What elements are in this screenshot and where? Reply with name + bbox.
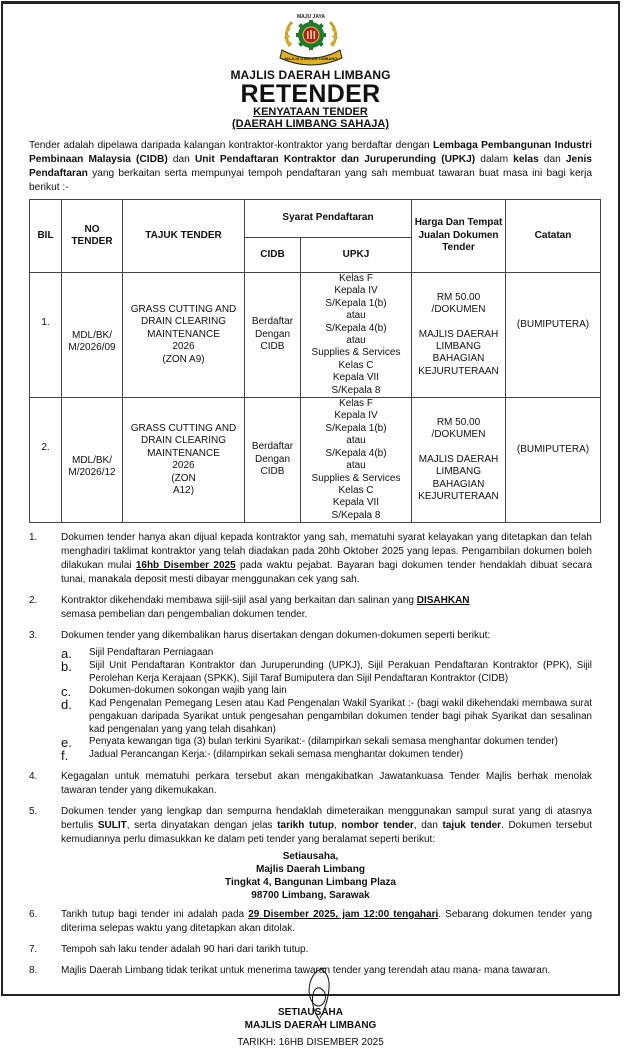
line: Kelas C (338, 359, 374, 371)
term-text (61, 805, 592, 847)
intro-bold-cidb: Lembaga Pembangunan Industri Pembinaan Malaysia (CIDB) (29, 140, 592, 165)
intro-bold-kelas: kelas (513, 154, 539, 165)
intro-text: dan (538, 154, 566, 165)
line: KEJURUTERAAN (418, 490, 499, 502)
line: RM 50.00 (436, 416, 481, 428)
line: /DOKUMEN (431, 429, 486, 441)
tender-table (29, 199, 601, 523)
term-text (61, 594, 592, 622)
term-item-5 (29, 805, 592, 847)
line: BAHAGIAN (432, 353, 485, 365)
bold-sulit: SULIT (97, 820, 127, 832)
item-letter: b. (61, 659, 72, 675)
line: LIMBANG (435, 341, 481, 353)
signature-icon (296, 964, 346, 1026)
text: . Dokumen tersebut kemudiannya perlu dimasukkan ke dalam peti tender yang beralamat seperti berikut: (61, 820, 593, 846)
submission-address (29, 850, 592, 902)
cell-tajuk (123, 273, 245, 398)
terms-list (29, 531, 592, 978)
item-text: Jadual Perancangan Kerja:- (dilampirkan sekali semasa menghantar dokumen tender) (89, 749, 464, 761)
header-no-tender: NO TENDER (62, 200, 123, 273)
cell-no-tender (62, 273, 123, 398)
line: S/Kepala 1(b) (325, 297, 387, 309)
cell-upkj (301, 273, 412, 398)
term-number: 7. (29, 944, 38, 956)
text: . Sebarang dokumen tender yang diterima selepas waktu yang ditetapkan akan ditolak. (61, 909, 593, 935)
text: , (334, 820, 342, 832)
page-title: RETENDER (240, 80, 381, 108)
line: Kepala IV (334, 285, 378, 297)
cell-no-tender (62, 398, 123, 523)
line: MAJLIS DAERAH (418, 328, 499, 340)
line: atau (346, 335, 366, 347)
header-upkj: UPKJ (301, 238, 412, 273)
spacer (414, 442, 503, 454)
bold-tajuk-tender: tajuk tender (442, 820, 502, 832)
line: RM 50.00 (436, 291, 481, 303)
text: , serta dinyatakan dengan jelas (126, 820, 278, 832)
line: Kepala VII (332, 372, 380, 384)
text: Kontraktor dikehendaki membawa sijil-sijil asal yang berkaitan dan salinan yang (61, 595, 417, 607)
term-text: Kegagalan untuk mematuhi perkara tersebut akan mengakibatkan Jawatankuasa Tender Majlis berhak menolak tawaran tender yang dikemukakan. (61, 771, 592, 797)
text: , dan (413, 820, 443, 832)
header-catatan: Catatan (506, 200, 601, 273)
intro-text: Tender adalah dipelawa daripada kalangan kontraktor-kontraktor yang berdaftar dengan (29, 140, 434, 151)
term-text: Dokumen tender yang dikembalikan harus disertakan dengan dokumen-dokumen seperti berikut: (61, 630, 491, 642)
item-letter: a. (61, 646, 72, 662)
intro-bold-upkj: Unit Pendaftaran Kontraktor dan Juruperunding (UPKJ) (194, 154, 476, 165)
line: MAINTENANCE (147, 447, 220, 459)
term-item-1 (29, 531, 592, 587)
line: MDL/BK/ (71, 454, 112, 466)
line: Kepala IV (334, 410, 378, 422)
line: /DOKUMEN (431, 304, 486, 316)
address-line: Tingkat 4, Bangunan Limbang Plaza (225, 877, 396, 889)
line: (ZON (171, 472, 196, 484)
line: Kepala VII (332, 497, 380, 509)
cell-tajuk (123, 398, 245, 523)
term-number: 4. (29, 771, 38, 783)
item-text: Penyata kewangan tiga (3) bulan terkini Syarikat:- (dilampirkan sekali semasa menghantar dokumen tender) (89, 736, 558, 748)
required-document-d (61, 698, 592, 736)
line: MAINTENANCE (147, 328, 220, 340)
line: CIDB (260, 466, 285, 478)
term-number: 3. (29, 630, 38, 642)
required-document-f (61, 749, 592, 762)
line: atau (346, 435, 366, 447)
document-header (3, 4, 618, 130)
line: A12) (172, 484, 195, 496)
line: Dengan (254, 328, 291, 340)
cell-bil: 1. (30, 273, 62, 398)
cell-cidb (245, 273, 301, 398)
line: M/2026/09 (68, 342, 116, 354)
line: atau (346, 460, 366, 472)
cell-catatan: (BUMIPUTERA) (506, 398, 601, 523)
item-letter: c. (61, 684, 72, 700)
intro-paragraph (29, 139, 592, 195)
term-number: 2. (29, 595, 38, 607)
line: Kelas C (338, 484, 374, 496)
line: Supplies & Services (311, 472, 401, 484)
term-text (61, 531, 592, 587)
line: 2026 (172, 460, 195, 472)
text: Tarikh tutup bagi tender ini adalah pada (61, 909, 249, 921)
council-logo-icon (276, 10, 346, 66)
line: Berdaftar (251, 316, 294, 328)
required-document-b (61, 660, 592, 685)
line: S/Kepala 8 (331, 509, 381, 521)
line: S/Kepala 1(b) (325, 422, 387, 434)
line: GRASS CUTTING AND (130, 304, 237, 316)
line: Dengan (254, 453, 291, 465)
item-text: Sijil Pendaftaran Perniagaan (89, 647, 214, 659)
header-harga: Harga Dan Tempat Jualan Dokumen Tender (412, 200, 506, 273)
spacer (414, 317, 503, 329)
line: (ZON A9) (162, 353, 205, 365)
cell-upkj (301, 398, 412, 523)
text: Dokumen tender yang lengkap dan sempurna hendaklah dimeteraikan menggunakan sampul surat yang di atasnya bertulis (61, 806, 592, 832)
line: DRAIN CLEARING (140, 316, 226, 328)
line: Supplies & Services (311, 347, 401, 359)
svg-text:MAJU JAYA: MAJU JAYA (296, 14, 325, 20)
header-syarat-pendaftaran: Syarat Pendaftaran (245, 200, 412, 238)
required-document-a (61, 647, 592, 660)
address-line: Setiausaha, (282, 851, 339, 863)
bold-nombor-tender: nombor tender (341, 820, 414, 832)
term-item-6 (29, 908, 592, 936)
line: KEJURUTERAAN (418, 365, 499, 377)
line: GRASS CUTTING AND (130, 422, 237, 434)
notice-document (1, 1, 620, 1049)
line: M/2026/12 (68, 467, 116, 479)
item-text: Kad Pengenalan Pemegang Lesen atau Kad Pengenalan Wakil Syarikat :- (bagi wakil dikehendaki membawa surat pengakuan daripada Syarikat untuk pengesahan pengambilan dokumen tender bagi pihak Syarikat dan sesalinan kad pengenalan yang yang telah disahkan) (89, 698, 592, 735)
term-number: 1. (29, 532, 38, 544)
address-line: 98700 Limbang, Sarawak (251, 890, 370, 902)
header-tajuk-tender: TAJUK TENDER (123, 200, 245, 273)
notice-subtitle: KENYATAAN TENDER (253, 106, 368, 118)
signature-block (3, 1006, 618, 1049)
item-letter: e. (61, 735, 72, 751)
item-text: Sijil Unit Pendaftaran Kontraktor dan Juruperunding (UPKJ), Sijil Perakuan Pendaftaran Kontraktor (PPK), Sijil Perolehan Kerja Kerajaan (SPKK), Sijil Taraf Bumiputera dan Sijil Pendaftaran Kontraktor (CIDB) (89, 660, 592, 684)
header-bil: BIL (30, 200, 62, 273)
line: DRAIN CLEARING (140, 435, 226, 447)
term-text (61, 908, 592, 936)
required-document-e (61, 736, 592, 749)
intro-bold-jenis: Jenis Pendaftaran (29, 154, 592, 179)
line: MAJLIS DAERAH (418, 453, 499, 465)
term-item-2 (29, 594, 592, 622)
line: MDL/BK/ (71, 329, 112, 341)
line: S/Kepala 4(b) (325, 447, 387, 459)
line: atau (346, 310, 366, 322)
intro-text: dalam (475, 154, 514, 165)
required-documents-list (61, 647, 592, 762)
text: Dokumen tender hanya akan dijual kepada kontraktor yang sah, mematuhi syarat kelayakan yang ditetapkan dan telah menghadiri taklimat kontraktor yang telah diadakan pada 20hb Oktober 2025 yang lepas. Pengambilan dokumen boleh dilakukan mulai (61, 532, 592, 572)
intro-text: dan (167, 154, 195, 165)
term-text: Majlis Daerah Limbang tidak terikat untuk menerima tawaran tender yang terendah atau mana- mana tawaran. (61, 965, 551, 977)
item-letter: f. (61, 748, 69, 764)
document-sale-date: 16hb Disember 2025 (135, 560, 236, 572)
intro-text: yang berkaitan serta mempunyai tempoh pendaftaran yang sah membuat tawaran buat masa ini bagi kerja berikut :- (29, 168, 592, 193)
organization-name: MAJLIS DAERAH LIMBANG (230, 68, 391, 82)
term-item-4 (29, 770, 592, 798)
line: S/Kepala 4(b) (325, 322, 387, 334)
notice-date: TARIKH: 16HB DISEMBER 2025 (237, 1037, 384, 1049)
cell-cidb (245, 398, 301, 523)
term-item-3 (29, 629, 592, 643)
text: pada waktu pejabat. Bayaran bagi dokumen tender hendaklah dibuat secara tunai, manakala deposit mesti dibayar menggunakan cek yang sah. (61, 560, 592, 586)
cell-catatan: (BUMIPUTERA) (506, 273, 601, 398)
item-letter: d. (61, 697, 72, 713)
term-number: 5. (29, 806, 38, 818)
line: 2026 (172, 341, 195, 353)
line: Kelas F (339, 398, 373, 410)
table-row (30, 273, 601, 398)
address-line: Majlis Daerah Limbang (256, 864, 365, 876)
line: BAHAGIAN (432, 478, 485, 490)
item-text: Dokumen-dokumen sokongan wajib yang lain (89, 685, 287, 697)
signatory-title: SETIAUSAHA (277, 1007, 343, 1019)
term-number: 8. (29, 965, 38, 977)
line: S/Kepala 8 (331, 384, 381, 396)
line: CIDB (260, 341, 285, 353)
cell-harga (412, 273, 506, 398)
table-row (30, 398, 601, 523)
term-text: Tempoh sah laku tender adalah 90 hari dari tarikh tutup. (61, 944, 309, 956)
notice-scope: (DAERAH LIMBANG SAHAJA) (231, 118, 390, 130)
header-cidb: CIDB (245, 238, 301, 273)
closing-date: 29 Disember 2025, jam 12:00 tengahari (248, 909, 439, 921)
line: Kelas F (339, 273, 373, 284)
cell-harga (412, 398, 506, 523)
cell-bil: 2. (30, 398, 62, 523)
bold-tarikh-tutup: tarikh tutup (277, 820, 335, 832)
signatory-organization: MAJLIS DAERAH LIMBANG (244, 1020, 377, 1032)
svg-text:MAJLIS DAERAH LIMBANG: MAJLIS DAERAH LIMBANG (284, 56, 337, 61)
line: LIMBANG (435, 466, 481, 478)
line: Berdaftar (251, 441, 294, 453)
certified-emphasis: DISAHKAN (416, 595, 470, 607)
text: semasa pembelian dan pengembalian dokumen tender. (61, 609, 308, 621)
term-number: 6. (29, 909, 38, 921)
term-item-7 (29, 943, 592, 957)
required-document-c (61, 685, 592, 698)
